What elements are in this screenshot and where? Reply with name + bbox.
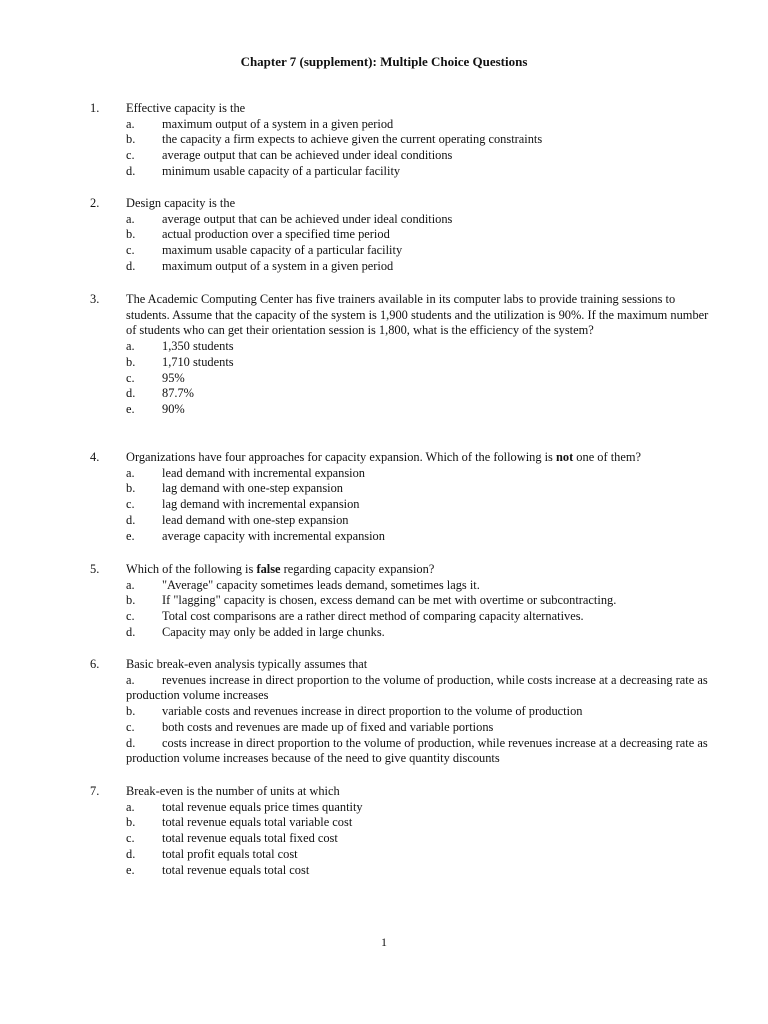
- option-c: c. maximum usable capacity of a particular facility: [126, 243, 403, 258]
- question-1: [90, 101, 710, 180]
- question-number: 1.: [90, 101, 100, 115]
- question-4: [90, 450, 710, 544]
- option-b: b. the capacity a firm expects to achieve given the current operating constraints: [126, 132, 543, 147]
- option-a: a. 1,350 students: [126, 339, 234, 354]
- emphasis: false: [256, 562, 281, 576]
- option-d: d. costs increase in direct proportion to the volume of production, while revenues increase at a decreasing rate as production volume increases because of the need to give quantity discounts: [126, 735, 708, 766]
- option-b: b. total revenue equals total variable cost: [126, 815, 353, 830]
- option-c: c. total revenue equals total fixed cost: [126, 831, 338, 846]
- option-c: c. Total cost comparisons are a rather direct method of comparing capacity alternatives.: [126, 609, 584, 624]
- option-a: a. maximum output of a system in a given period: [126, 116, 394, 131]
- question-7: [90, 784, 710, 878]
- question-stem: Break-even is the number of units at which: [126, 784, 340, 798]
- option-d: d. 87.7%: [126, 386, 195, 401]
- question-stem: Organizations have four approaches for capacity expansion. Which of the following is not one of them?: [126, 450, 641, 464]
- option-d: d. maximum output of a system in a given period: [126, 258, 394, 273]
- option-e: e. 90%: [126, 401, 185, 416]
- question-number: 4.: [90, 450, 100, 464]
- option-d: d. minimum usable capacity of a particular facility: [126, 163, 401, 178]
- option-b: b. 1,710 students: [126, 354, 234, 369]
- question-number: 6.: [90, 657, 100, 671]
- question-2: [90, 196, 710, 275]
- emphasis: not: [555, 450, 574, 464]
- option-a: a. average output that can be achieved under ideal conditions: [126, 211, 453, 226]
- question-5: [90, 562, 710, 641]
- option-c: c. both costs and revenues are made up of fixed and variable portions: [126, 719, 494, 734]
- option-e: e. average capacity with incremental expansion: [126, 528, 385, 543]
- option-a: a. lead demand with incremental expansion: [126, 465, 365, 480]
- question-stem: Basic break-even analysis typically assumes that: [126, 657, 368, 671]
- question-stem: Effective capacity is the: [126, 101, 246, 115]
- option-b: b. If "lagging" capacity is chosen, excess demand can be met with overtime or subcontracting.: [126, 593, 617, 608]
- question-stem: The Academic Computing Center has five trainers available in its computer labs to provide training sessions to students. Assume that the capacity of the system is 1,900 students and the utilization is 90%. If the maximum number of students who can get their orientation session is 1,800, what is the efficiency of the system?: [126, 292, 709, 338]
- option-c: c. lag demand with incremental expansion: [126, 497, 360, 512]
- option-a: a. revenues increase in direct proportion to the volume of production, while costs increase at a decreasing rate as production volume increases: [126, 672, 708, 703]
- option-a: a. total revenue equals price times quantity: [126, 799, 363, 814]
- page-number: 1: [381, 935, 387, 949]
- question-number: 7.: [90, 784, 100, 798]
- option-d: d. lead demand with one-step expansion: [126, 512, 349, 527]
- option-c: c. average output that can be achieved under ideal conditions: [126, 148, 453, 163]
- question-stem: Which of the following is false regarding capacity expansion?: [126, 562, 435, 576]
- option-d: d. Capacity may only be added in large chunks.: [126, 624, 385, 639]
- question-number: 5.: [90, 562, 100, 576]
- option-d: d. total profit equals total cost: [126, 846, 298, 861]
- option-e: e. total revenue equals total cost: [126, 862, 310, 877]
- option-a: a. "Average" capacity sometimes leads demand, sometimes lags it.: [126, 577, 480, 592]
- option-b: b. variable costs and revenues increase in direct proportion to the volume of production: [126, 704, 583, 719]
- option-c: c. 95%: [126, 370, 185, 385]
- page-title: Chapter 7 (supplement): Multiple Choice Questions: [240, 54, 528, 69]
- question-number: 3.: [90, 292, 100, 306]
- question-stem: Design capacity is the: [126, 196, 236, 210]
- question-6: [90, 657, 710, 767]
- question-number: 2.: [90, 196, 100, 210]
- option-b: b. lag demand with one-step expansion: [126, 481, 343, 496]
- option-b: b. actual production over a specified time period: [126, 227, 390, 242]
- question-3: [90, 292, 710, 418]
